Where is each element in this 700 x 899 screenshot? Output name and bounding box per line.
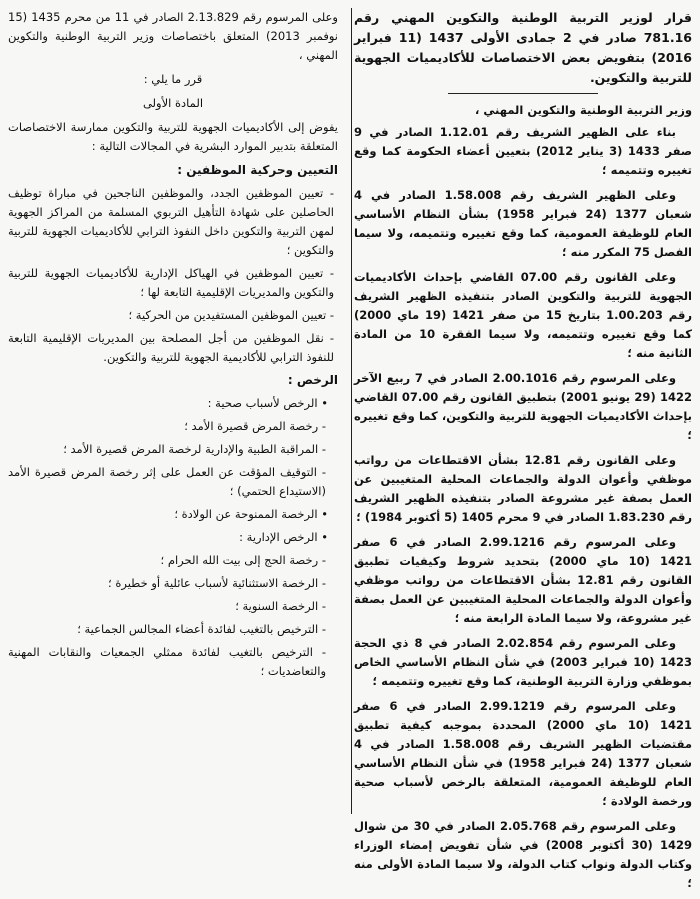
preamble-continuation: وعلى المرسوم رقم 2.13.829 الصادر في 11 من محرم 1435 (15 نوفمبر 2013) المتعلق باختصاصات وزير التربية الوطنية والتكوين المهني ، [8,10,338,62]
preamble-paragraph: وعلى المرسوم رقم 2.05.768 الصادر في 30 من شوال 1429 (30 أكتوبر 2008) في شأن تفويض إمضاء الوزراء وكتاب الدولة ونواب كتاب الدولة، ولا سيما المادة الأولى منه ؛ [354,819,692,890]
title-divider [448,93,598,94]
list-item: - التوقيف المؤقت عن العمل على إثر رخصة المرض قصيرة الأمد (الاستيداع الحتمي) ؛ [8,465,326,498]
section-appointment-heading: التعيين وحركية الموظفين : [177,163,338,177]
leave-admin-heading: • الرخص الإدارية : [239,530,328,544]
minister-intro: وزير التربية الوطنية والتكوين المهني ، [475,103,692,117]
article-heading: المادة الأولى [142,96,204,110]
leave-health-heading: • الرخص لأسباب صحية : [207,396,328,410]
preamble-paragraph: وعلى القانون رقم 07.00 القاضي بإحداث الأكاديميات الجهوية للتربية والتكوين الصادر بتنفيذه الظهير الشريف رقم 1.00.203 بتاريخ 15 من صفر 1421 (19 ماي 2000) كما وقع تغييره وتتميمه، ولا سيما الفقرة 10 من المادة الثانية منه ؛ [354,270,692,360]
list-item: - الترخيص بالتغيب لفائدة ممثلي الجمعيات والنقابات المهنية والتعاضديات ؛ [8,645,326,678]
list-item: - تعيين الموظفين في الهياكل الإدارية للأكاديميات الجهوية للتربية والتكوين والمديريات الإقليمية التابعة لها ؛ [8,266,334,299]
list-item: - رخصة المرض قصيرة الأمد ؛ [184,419,326,433]
list-item: - الرخصة الاستثنائية لأسباب عائلية أو خطيرة ؛ [108,576,326,590]
article-text: يفوض إلى الأكاديميات الجهوية للتربية والتكوين ممارسة الاختصاصات المتعلقة بتدبير الموارد البشرية في المجالات التالية : [8,120,338,153]
list-item: - تعيين الموظفين المستفيدين من الحركية ؛ [128,308,334,322]
list-item: - نقل الموظفين من أجل المصلحة بين المديريات الإقليمية التابعة للنفوذ الترابي للأكاديمية الجهوية للتربية والتكوين. [8,331,334,364]
left-column [8,8,338,685]
list-item: - الترخيص بالتغيب لفائدة أعضاء المجالس الجماعية ؛ [77,622,326,636]
preamble-paragraph: وعلى المرسوم رقم 2.00.1016 الصادر في 7 ربيع الآخر 1422 (29 يونيو 2001) بتطبيق القانون رقم 07.00 القاضي بإحداث الأكاديميات الجهوية للتربية والتكوين، كما وقع تغييره ؛ [354,371,693,442]
column-divider [351,8,352,814]
section-leaves-heading: الرخص : [287,373,338,387]
leave-maternity-heading: • الرخصة الممنوحة عن الولادة ؛ [174,507,328,521]
preamble-paragraph: وعلى المرسوم رقم 2.99.1219 الصادر في 6 صفر 1421 (10 ماي 2000) المحددة بموجبه كيفية تطبيق مقتضيات الظهير الشريف رقم 1.58.008 الصادر في 4 شعبان 1377 (24 فبراير 1958) في شأن النظام الأساسي العام للوظيفة العمومية، المتعلقة بالرخص لأسباب صحية ورخصة الولادة ؛ [354,699,692,808]
preamble-paragraph: بناء على الظهير الشريف رقم 1.12.01 الصادر في 9 صفر 1433 (3 يناير 2012) بتعيين أعضاء الحكومة كما وقع تغييره وتتميمه ؛ [354,125,693,177]
list-item: - رخصة الحج إلى بيت الله الحرام ؛ [160,553,326,567]
decision-heading: قرر ما يلي : [143,72,203,86]
preamble-paragraph: وعلى القانون رقم 12.81 بشأن الاقتطاعات من رواتب موظفي وأعوان الدولة والجماعات المحلية المتغيبين عن العمل بصفة غير مشروعة الصادر بتنفيذه الظهير الشريف رقم 1.83.230 الصادر في 9 محرم 1405 (5 أكتوبر 1984) ؛ [354,453,692,524]
list-item: - المراقبة الطبية والإدارية لرخصة المرض قصيرة الأمد ؛ [63,442,326,456]
preamble-paragraph: وعلى المرسوم رقم 2.99.1216 الصادر في 6 صفر 1421 (10 ماي 2000) بتحديد شروط وكيفيات تطبيق القانون رقم 12.81 بشأن الاقتطاعات من رواتب موظفي وأعوان الدولة والجماعات المحلية المتغيبين عن العمل بصفة غير مشروعة، ولا سيما المادة الرابعة منه ؛ [354,535,692,625]
list-item: - الرخصة السنوية ؛ [235,599,326,613]
preamble-paragraph: وعلى المرسوم رقم 2.02.854 الصادر في 8 ذي الحجة 1423 (10 فبراير 2003) في شأن النظام الأساسي الخاص بموظفي وزارة التربية الوطنية، كما وقع تغييره وتتميمه ؛ [354,636,692,688]
right-column [354,8,692,899]
preamble-paragraph: وعلى الظهير الشريف رقم 1.58.008 الصادر في 4 شعبان 1377 (24 فبراير 1958) بشأن النظام الأساسي العام للوظيفة العمومية، كما وقع تغييره وتتميمه، ولا سيما الفصل 75 المكرر منه ؛ [354,188,692,259]
list-item: - تعيين الموظفين الجدد، والموظفين الناجحين في مباراة توظيف الحاصلين على شهادة التأهيل التربوي المسلمة من المراكز الجهوية لمهن التربية والتكوين داخل النفوذ الترابي للأكاديميات الجهوية للتربية والتكوين ؛ [8,186,334,257]
decree-title: قرار لوزير التربية الوطنية والتكوين المهني رقم 781.16 صادر في 2 جمادى الأولى 1437 (11 فبراير 2016) بتفويض بعض الاختصاصات للأكاديميات الجهوية للتربية والتكوين. [354,10,692,85]
